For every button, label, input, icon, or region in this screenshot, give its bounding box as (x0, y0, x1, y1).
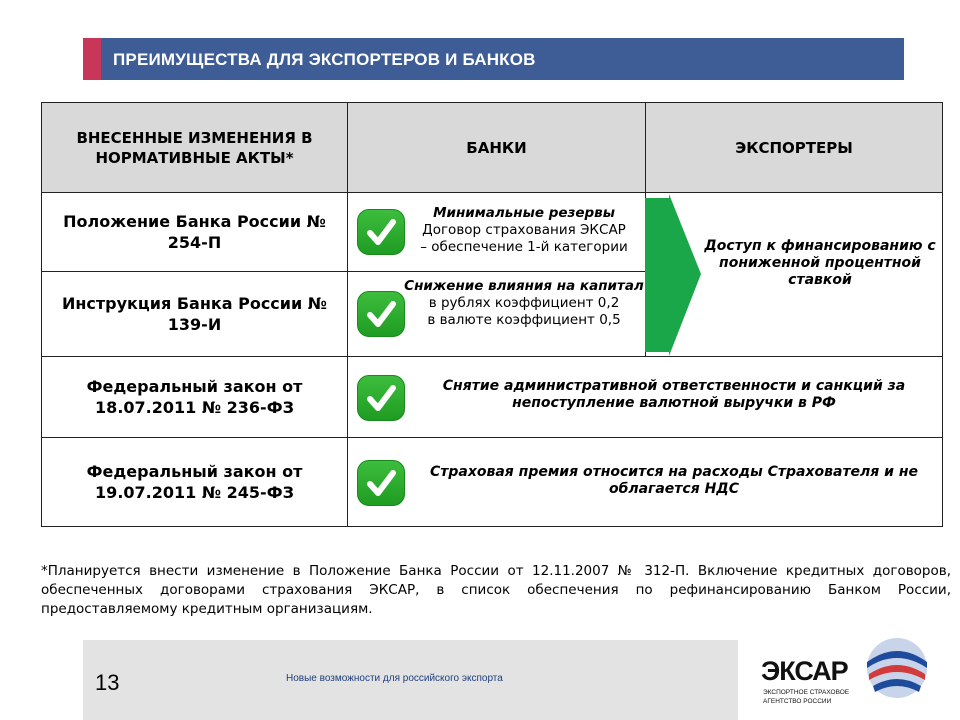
checkmark-icon (357, 291, 405, 337)
checkmark-icon (357, 460, 405, 506)
bank-detail-2: в валюте коэффициент 0,5 (427, 312, 621, 328)
bank-detail-1: Договор страхования ЭКСАР (422, 222, 626, 238)
benefits-table (41, 102, 943, 527)
benefit-text-245fz: Страховая премия относится на расходы Страхователя и не облагается НДС (429, 464, 919, 497)
benefits-table-wrapper (41, 102, 942, 526)
bank-cell-reserves (348, 193, 646, 272)
checkmark-icon (357, 375, 405, 421)
green-arrow-icon (645, 194, 703, 356)
benefit-text-236fz: Снятие административной ответственности и санкций за непоступление валютной выручки в РФ (442, 378, 906, 411)
exporters-benefit-text: Доступ к финансированию с пониженной процентной ставкой (704, 238, 936, 288)
bank-text-reserves (404, 205, 644, 256)
bank-detail-1: в рублях коэффициент 0,2 (428, 295, 620, 311)
page-number: 13 (95, 670, 120, 695)
row-label-139i: Инструкция Банка России № 139-И (42, 272, 348, 357)
title-bar (83, 38, 904, 80)
header-changes: ВНЕСЕННЫЕ ИЗМЕНЕНИЯ В НОРМАТИВНЫЕ АКТЫ* (42, 103, 348, 193)
bank-detail-2: – обеспечение 1-й категории (420, 239, 628, 255)
bank-title: Снижение влияния на капитал (404, 278, 644, 294)
bank-text-capital (404, 278, 644, 329)
exiar-logo (755, 632, 960, 720)
row-label-236fz: Федеральный закон от 18.07.2011 № 236-ФЗ (42, 357, 348, 438)
page-title: ПРЕИМУЩЕСТВА ДЛЯ ЭКСПОРТЕРОВ И БАНКОВ (113, 50, 536, 69)
title-accent (83, 38, 101, 80)
merged-cell-245fz (348, 438, 943, 527)
bank-title: Минимальные резервы (433, 205, 615, 221)
footer-caption: Новые возможности для российского экспорта (286, 673, 503, 684)
row-label-254p: Положение Банка России № 254-П (42, 193, 348, 272)
logo-subtitle-1: ЭКСПОРТНОЕ СТРАХОВОЕ (763, 689, 850, 696)
logo-subtitle-2: АГЕНТСТВО РОССИИ (763, 698, 832, 705)
header-exporters: ЭКСПОРТЕРЫ (646, 103, 943, 193)
row-label-245fz: Федеральный закон от 19.07.2011 № 245-ФЗ (42, 438, 348, 527)
merged-cell-236fz (348, 357, 943, 438)
logo-name: ЭКСАР (761, 656, 848, 686)
checkmark-icon (357, 209, 405, 255)
footnote: *Планируется внести изменение в Положение Банка России от 12.11.2007 № 312-П. Включение кредитных договоров, обеспеченных договорами страхования ЭКСАР, в список обеспечения по рефинансированию Банком России, предоставляемому кредитным организациям. (41, 563, 951, 617)
header-banks: БАНКИ (348, 103, 646, 193)
footer-bar (83, 640, 738, 720)
bank-cell-capital (348, 272, 646, 357)
